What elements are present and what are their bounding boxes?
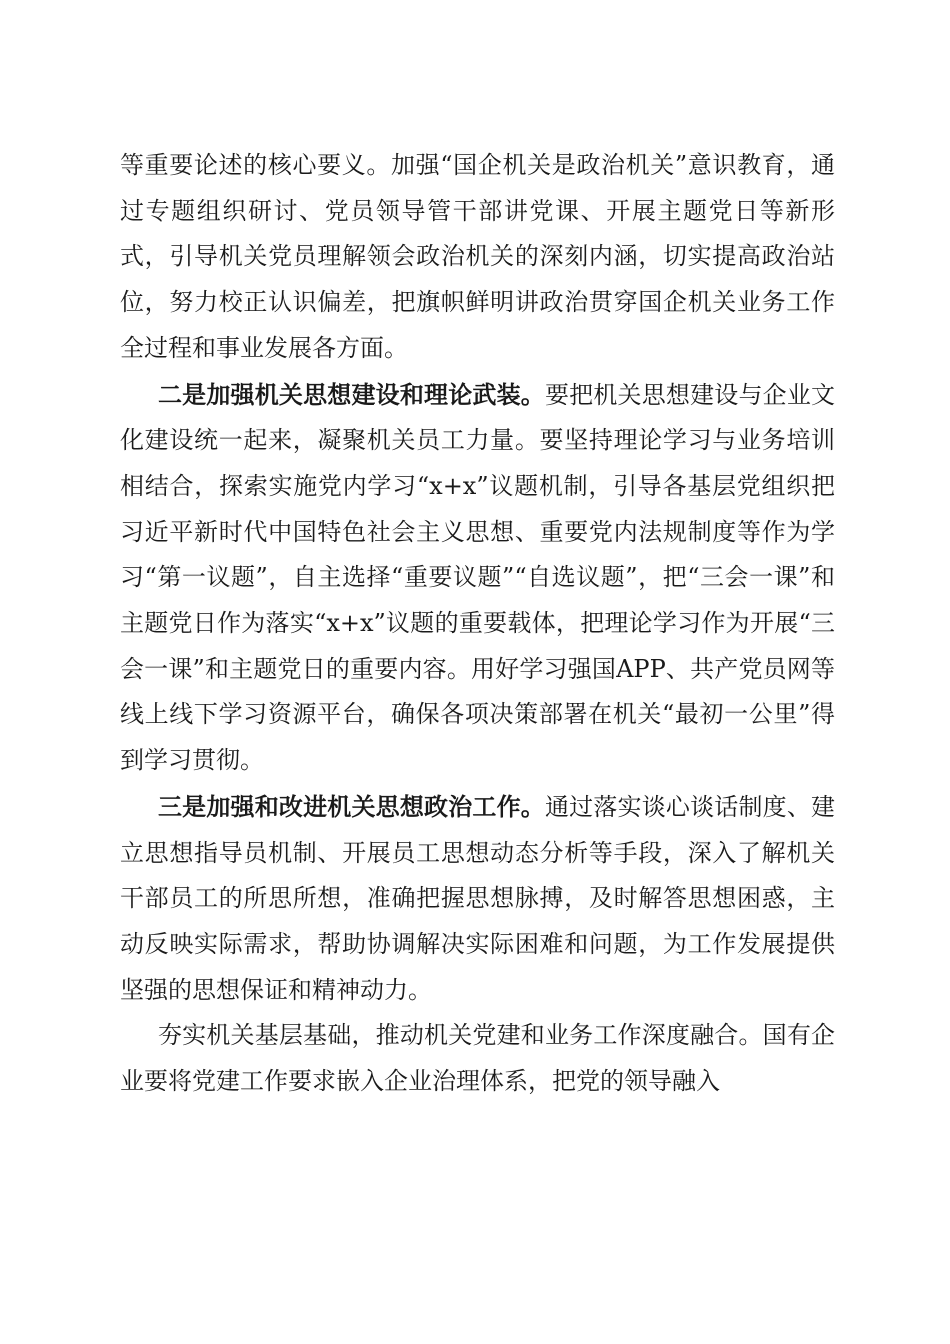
paragraph-4 (120, 1013, 835, 1104)
paragraph-1 (120, 143, 835, 372)
paragraph-2-heading: 二是加强机关思想建设和理论武装。 (158, 379, 545, 409)
paragraph-3-text: 通过落实谈心谈话制度、建立思想指导员机制、开展员工思想动态分析等手段，深入了解机关干部员工的所思所想，准确把握思想脉搏，及时解答思想困惑，主动反映实际需求，帮助协调解决实际困难和问题，为工作发展提供坚强的思想保证和精神动力。 (120, 792, 836, 1004)
paragraph-2-text: 要把机关思想建设与企业文化建设统一起来，凝聚机关员工力量。要坚持理论学习与业务培训相结合，探索实施党内学习“x+x”议题机制，引导各基层党组织把习近平新时代中国特色社会主义思想、重要党内法规制度等作为学习“第一议题”，自主选择“重要议题”“自选议题”，把“三会一课”和主题党日作为落实“x+x”议题的重要载体，把理论学习作为开展“三会一课”和主题党日的重要内容。用好学习强国APP、共产党员网等线上线下学习资源平台，确保各项决策部署在机关“最初一公里”得到学习贯彻。 (120, 380, 836, 775)
paragraph-3 (120, 784, 835, 1014)
paragraph-1-text: 等重要论述的核心要义。加强“国企机关是政治机关”意识教育，通过专题组织研讨、党员领导管干部讲党课、开展主题党日等新形式，引导机关党员理解领会政治机关的深刻内涵，切实提高政治站位，努力校正认识偏差，把旗帜鲜明讲政治贯穿国企机关业务工作全过程和事业发展各方面。 (120, 151, 835, 362)
paragraph-3-heading: 三是加强和改进机关思想政治工作。 (158, 791, 545, 821)
document-body (120, 143, 835, 1105)
paragraph-4-text: 夯实机关基层基础，推动机关党建和业务工作深度融合。国有企业要将党建工作要求嵌入企业治理体系，把党的领导融入 (120, 1021, 835, 1096)
paragraph-2 (120, 372, 835, 784)
